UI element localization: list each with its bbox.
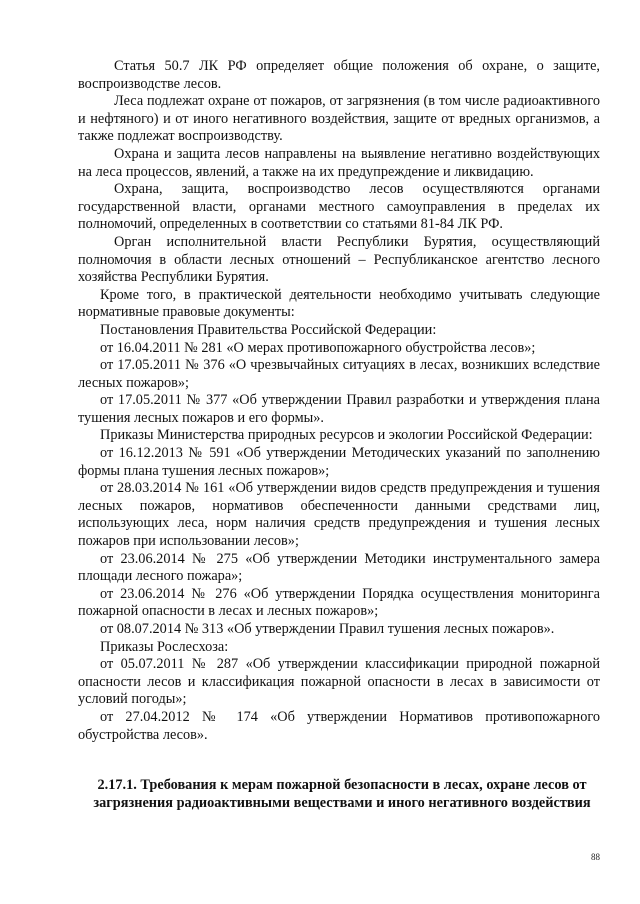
section-heading: 2.17.1. Требования к мерам пожарной безопасности в лесах, охране лесов от загрязнения радиоактивными веществами и иного негативного воздействия (93, 777, 591, 811)
list-item: от 16.12.2013 № 591 «Об утверждении Методических указаний по заполнению формы плана тушения лесных пожаров»; (78, 445, 600, 479)
paragraph: Приказы Рослесхоза: (100, 638, 229, 655)
list-item: от 05.07.2011 № 287 «Об утверждении классификации природной пожарной опасности лесов и классификация пожарной опасности в лесах в зависимости от условий погоды»; (78, 656, 600, 708)
paragraph: Охрана, защита, воспроизводство лесов осуществляются органами государственной власти, органами местного самоуправления в пределах их полномочий, определенных в соответствии со статьями 81-84 ЛК РФ. (78, 181, 600, 233)
list-item: от 28.03.2014 № 161 «Об утверждении видов средств предупреждения и тушения лесных пожаров, нормативов обеспеченности данными средствами лиц, использующих леса, норм наличия средств предупреждения и тушения лесных пожаров при использовании лесов»; (78, 480, 600, 550)
list-item: от 17.05.2011 № 376 «О чрезвычайных ситуациях в лесах, возникших вследствие лесных пожаров»; (78, 357, 600, 391)
paragraph: Леса подлежат охране от пожаров, от загрязнения (в том числе радиоактивного и нефтяного) и от иного негативного воздействия, защите от вредных организмов, а также подлежат воспроизводству. (78, 93, 600, 145)
list-item: от 23.06.2014 № 275 «Об утверждении Методики инструментального замера площади лесного пожара»; (78, 550, 600, 585)
page-number: 88 (591, 852, 600, 862)
paragraph: Статья 50.7 ЛК РФ определяет общие положения об охране, о защите, воспроизводстве лесов. (78, 58, 600, 92)
list-item: от 08.07.2014 № 313 «Об утверждении Правил тушения лесных пожаров». (100, 621, 555, 637)
paragraph: Постановления Правительства Российской Федерации: (100, 321, 437, 338)
list-item: от 17.05.2011 № 377 «Об утверждении Правил разработки и утверждения плана тушения лесных пожаров и его формы». (78, 392, 600, 426)
paragraph: Охрана и защита лесов направлены на выявление негативно воздействующих на леса процессов, явлений, а также на их предупреждение и ликвидацию. (78, 145, 600, 180)
paragraph: Орган исполнительной власти Республики Бурятия, осуществляющий полномочия в области лесных отношений – Республиканское агентство лесного хозяйства Республики Бурятия. (78, 233, 600, 286)
paragraph: Кроме того, в практической деятельности необходимо учитывать следующие нормативные правовые документы: (78, 286, 600, 321)
document-page (78, 58, 600, 812)
list-item: от 16.04.2011 № 281 «О мерах противопожарного обустройства лесов»; (100, 339, 536, 356)
list-item: от 27.04.2012 № 174 «Об утверждении Нормативов противопожарного обустройства лесов». (78, 708, 600, 743)
list-item: от 23.06.2014 № 276 «Об утверждении Порядка осуществления мониторинга пожарной опасности в лесах и лесных пожаров»; (78, 585, 600, 620)
paragraph: Приказы Министерства природных ресурсов и экологии Российской Федерации: (100, 427, 593, 444)
